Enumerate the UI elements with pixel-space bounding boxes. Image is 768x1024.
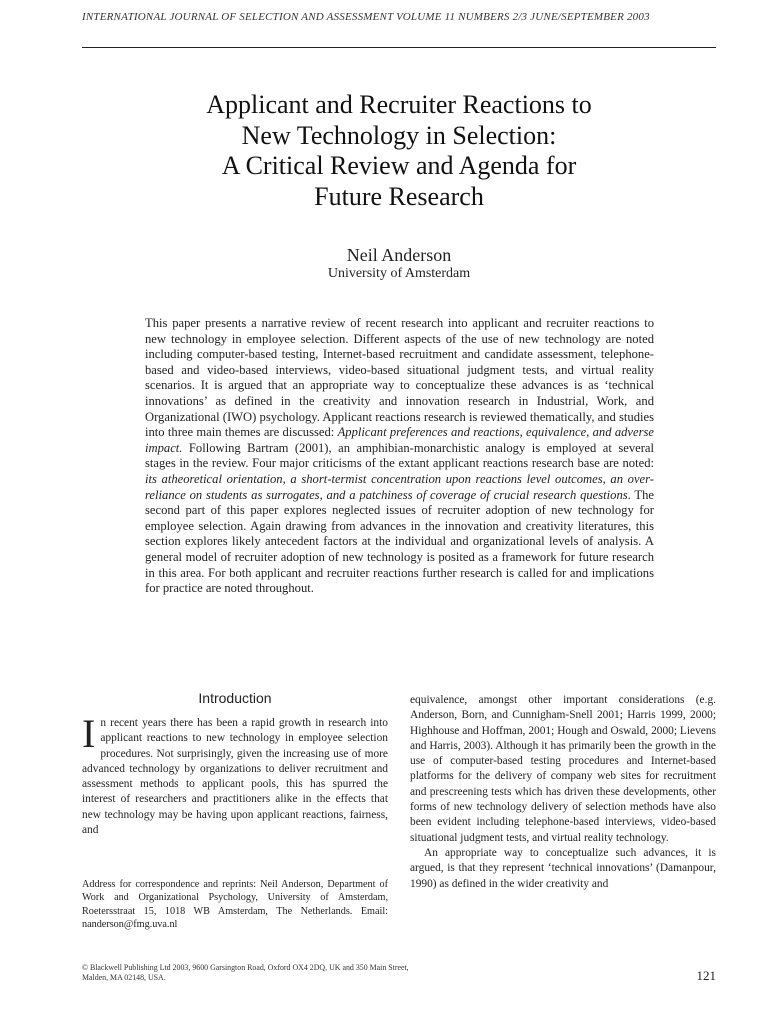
title-line-4: Future Research: [314, 181, 484, 211]
title-line-1: Applicant and Recruiter Reactions to: [206, 90, 592, 119]
author-name: Neil Anderson: [346, 245, 452, 265]
abstract-emphasis-2: its atheoretical orientation, a short-termist concentration upon reactions level outcomes, an over-reliance on students as surrogates, and a patchiness of coverage of crucial research questions: [145, 471, 654, 502]
title-line-3: A Critical Review and Agenda for: [221, 151, 577, 180]
introduction-paragraph-left: [82, 711, 388, 838]
copyright-notice: © Blackwell Publishing Ltd 2003, 9600 Garsington Road, Oxford OX4 2DQ, UK and 350 Main Street, Malden, MA 02148, USA.: [82, 963, 409, 982]
introduction-paragraph-right-1: equivalence, amongst other important considerations (e.g. Anderson, Born, and Cunnigham-Snell 2001; Harris 1999, 2000; Highhouse and Hoffman, 2001; Hough and Oswald, 2000; Lievens and Harris, 2003). Although it has primarily been the growth in the use of computer-based testing procedures and Internet-based platforms for the delivery of company web sites for recruitment and prescreening tests which has driven these developments, other forms of new technology delivery of selection methods have also been evident including telephone-based interviews, video-based situational judgment tests, and virtual reality technology.: [410, 694, 716, 844]
section-heading-introduction: Introduction: [198, 690, 272, 706]
article-title: [100, 90, 698, 212]
title-line-2: New Technology in Selection:: [241, 120, 557, 150]
right-column: [410, 693, 716, 892]
abstract: [145, 316, 654, 597]
author-affiliation: University of Amsterdam: [327, 266, 471, 281]
header-rule: [82, 47, 716, 48]
left-column: [82, 690, 388, 838]
correspondence-address: Address for correspondence and reprints: Neil Anderson, Department of Work and Organizational Psychology, University of Amsterdam, Roetersstraat 15, 1018 WB Amsterdam, The Netherlands. Email: nanderson@fmg.uva.nl: [82, 879, 388, 931]
running-head: INTERNATIONAL JOURNAL OF SELECTION AND ASSESSMENT VOLUME 11 NUMBERS 2/3 JUNE/SEPTEMBER 2003: [82, 11, 650, 23]
introduction-paragraph-right-2: An appropriate way to conceptualize such advances, it is argued, is that they represent ‘technical innovations’ (Damanpour, 1990) as defined in the wider creativity and: [410, 846, 716, 890]
abstract-text-3: . The second part of this paper explores neglected issues of recruiter adoption of new technology for employee selection. Again drawing from advances in the innovation and creativity literatures, this section explores likely antecedent factors at the individual and organizational levels of analysis. A general model of recruiter adoption of new technology is posited as a framework for future research in this area. For both applicant and recruiter reactions further research is called for and implications for practice are noted throughout.: [145, 487, 654, 596]
page-number: 121: [696, 968, 716, 983]
drop-cap: I: [82, 711, 96, 756]
introduction-text-left: n recent years there has been a rapid growth in research into applicant reactions to new technology in employee selection procedures. Not surprisingly, given the increasing use of more advanced technology by organizations to deliver recruitment and assessment methods to applicant pools, this has spurred the interest of researchers and practitioners alike in the effects that new technology may be having upon applicant reactions, fairness, and: [82, 717, 388, 837]
abstract-text-1: This paper presents a narrative review of recent research into applicant and recruiter reactions to new technology in employee selection. Different aspects of the use of new technology are noted including computer-based testing, Internet-based recruitment and candidate assessment, telephone-based and video-based interviews, video-based situational judgment tests, and virtual reality scenarios. It is argued that an appropriate way to conceptualize these advances is as ‘technical innovations’ as defined in the creativity and innovation research in Industrial, Work, and Organizational (IWO) psychology. Applicant reactions research is reviewed thematically, and studies into three main themes are discussed:: [145, 316, 654, 440]
abstract-emphasis-1: Applicant preferences and reactions, equivalence, and adverse impact.: [145, 425, 655, 455]
abstract-text-2: Following Bartram (2001), an amphibian-monarchistic analogy is employed at several stages in the review. Four major criticisms of the extant applicant reactions research base are noted:: [145, 440, 654, 471]
